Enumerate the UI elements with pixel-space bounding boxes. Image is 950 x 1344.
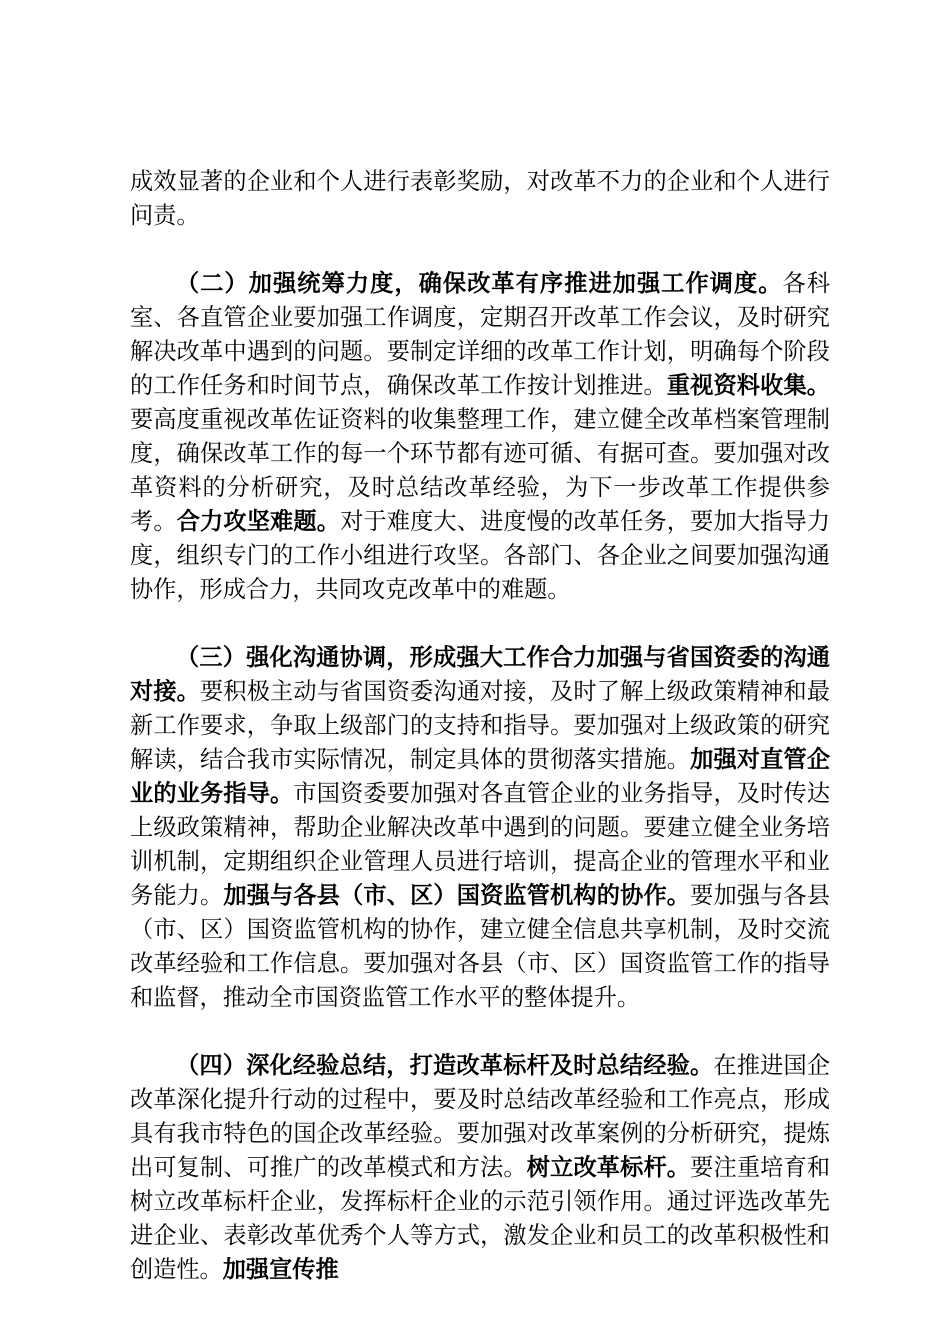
body-text: 各科室、各直管企业要加强工作调度，定期召开改革工作会议，及时研究解决改革中遇到的问题。要制定详细的改革工作计划，明确每个阶段的工作任务和时间节点，确保改革工作按计划推进。 (130, 270, 831, 399)
subheading: 加强宣传推 (222, 1256, 339, 1283)
body-text: 要加强与各县（市、区）国资监管机构的协作，建立健全信息共享机制，及时交流改革经验和工作信息。要加强对各县（市、区）国资监管工作的指导和监督，推动全市国资监管工作水平的整体提升。 (130, 882, 831, 1011)
body-text: 要高度重视改革佐证资料的收集整理工作，建立健全改革档案管理制度，确保改革工作的每一个环节都有迹可循、有据可查。要加强对改革资料的分析研究，及时总结改革经验，为下一步改革工作提供参考。 (130, 406, 830, 535)
body-text: 在推进国企改革深化提升行动的过程中，要及时总结改革经验和工作亮点，形成具有我市特色的国企改革经验。要加强对改革案例的分析研究，提炼出可复制、可推广的改革模式和方法。 (130, 1052, 831, 1181)
body-text: 对于难度大、进度慢的改革任务，要加大指导力度，组织专门的工作小组进行攻坚。各部门、各企业之间要加强沟通协作，形成合力，共同攻克改革中的难题。 (130, 508, 831, 603)
subheading: 加强与各县（市、区）国资监管机构的协作。 (223, 882, 691, 909)
body-text: 市国资委要加强对各直管企业的业务指导，及时传达上级政策精神，帮助企业解决改革中遇到的问题。要建立健全业务培训机制，定期组织企业管理人员进行培训，提高企业的管理水平和业务能力。 (130, 780, 831, 909)
subheading: 合力攻坚难题。 (176, 508, 341, 535)
subheading: 加强对直管企业的业务指导。 (130, 746, 831, 807)
body-text: 要积极主动与省国资委沟通对接，及时了解上级政策精神和最新工作要求，争取上级部门的支持和指导。要加强对上级政策的研究解读，结合我市实际情况，制定具体的贯彻落实措施。 (130, 678, 830, 773)
paragraph-3 (130, 641, 830, 1015)
subheading: 重视资料收集。 (666, 372, 830, 399)
section-heading-2: （二）加强统筹力度，确保改革有序推进加强工作调度。 (176, 270, 783, 297)
paragraph-4 (130, 1049, 830, 1287)
subheading: 树立改革标杆。 (526, 1154, 691, 1181)
paragraph-2 (130, 267, 830, 607)
body-text: 要注重培育和树立改革标杆企业，发挥标杆企业的示范引领作用。通过评选改革先进企业、表彰改革优秀个人等方式，激发企业和员工的改革积极性和创造性。 (130, 1154, 831, 1283)
document-page (130, 165, 830, 1287)
paragraph-1 (130, 165, 830, 233)
body-text: 成效显著的企业和个人进行表彰奖励，对改革不力的企业和个人进行问责。 (130, 168, 830, 229)
section-heading-4: （四）深化经验总结，打造改革标杆及时总结经验。 (176, 1052, 714, 1079)
section-heading-3: （三）强化沟通协调，形成强大工作合力加强与省国资委的沟通对接。 (130, 644, 830, 705)
